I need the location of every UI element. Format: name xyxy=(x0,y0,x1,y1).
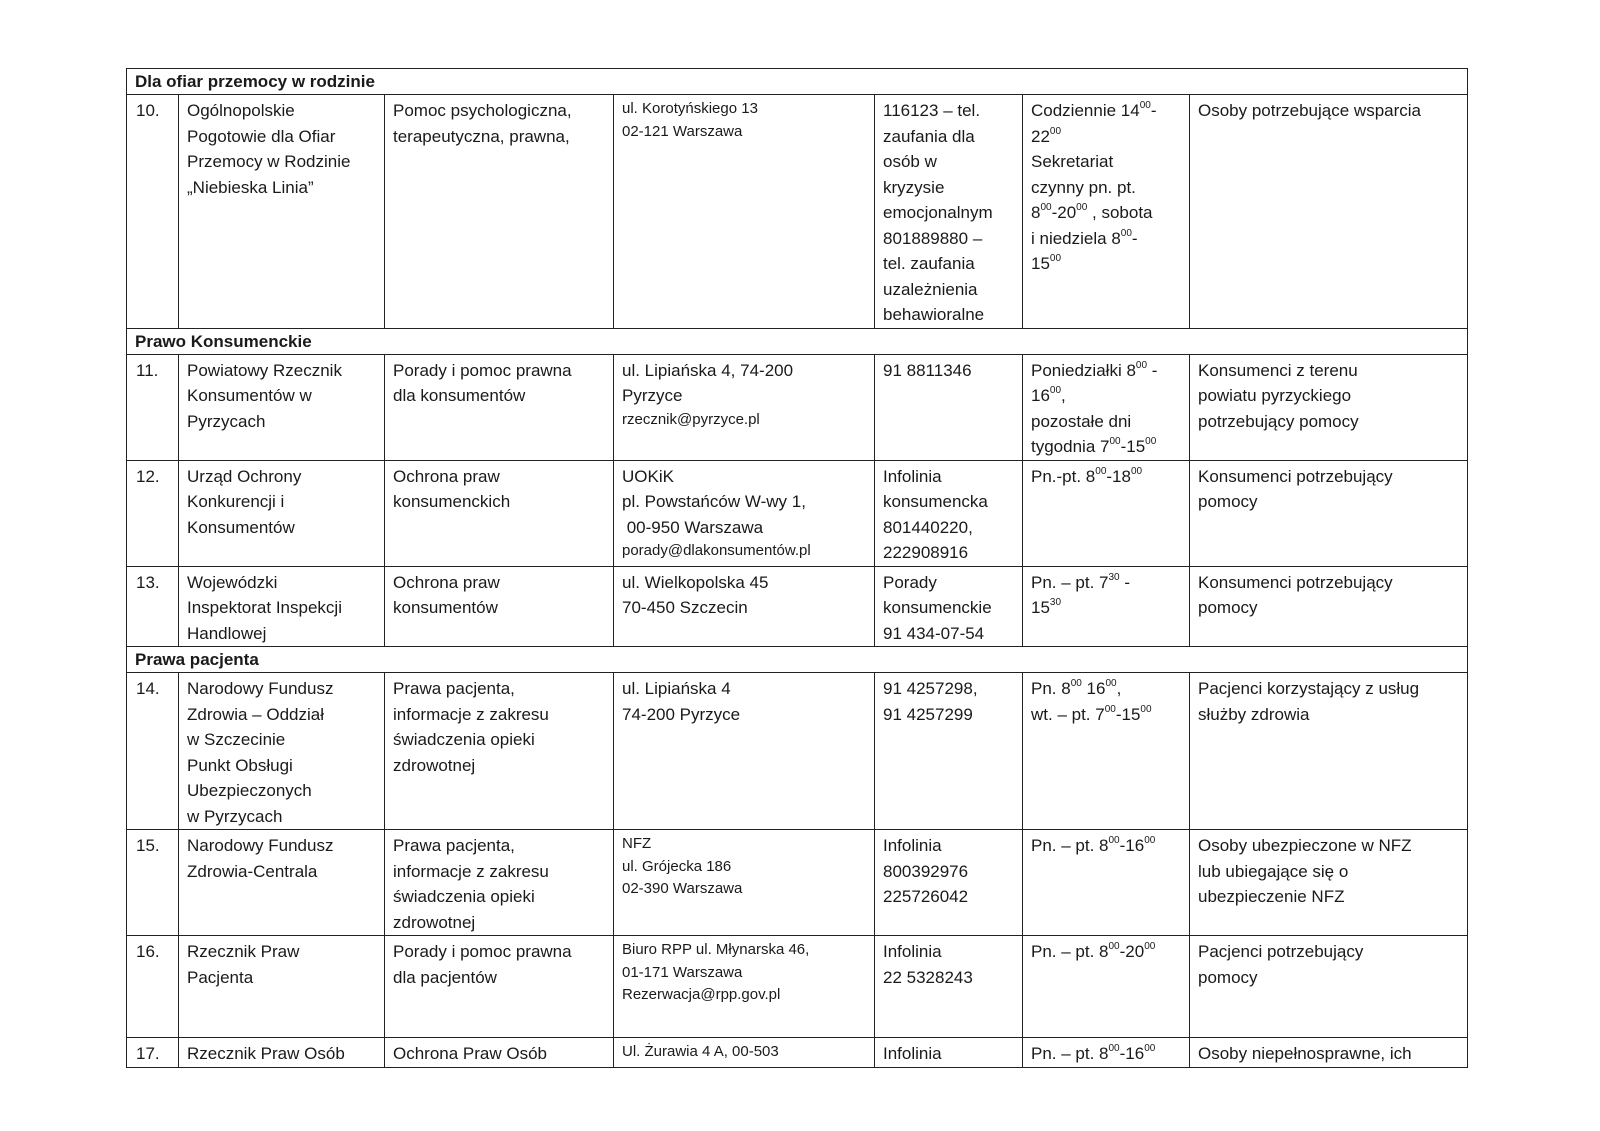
phone: 91 4257298, 91 4257299 xyxy=(875,673,1023,830)
address: ul. Lipiańska 4 74-200 Pyrzyce xyxy=(614,673,875,830)
address: Ul. Żurawia 4 A, 00-503 xyxy=(614,1038,875,1068)
address: ul. Korotyńskiego 13 02-121 Warszawa xyxy=(614,95,875,329)
table-row xyxy=(127,566,1468,647)
row-number: 17. xyxy=(127,1038,179,1068)
opening-hours: Pn. – pt. $8^{00}-16^{00}$ xyxy=(1023,830,1190,936)
table-row xyxy=(127,354,1468,460)
opening-hours: Codziennie $14^{00}-$ $22^{00}$ Sekretariat czynny pn. pt. $8^{00}-20^{00}$ , sobota i niedziela $8^{00}-$ $15^{00}$ xyxy=(1023,95,1190,329)
scope-of-help: Porady i pomoc prawna dla pacjentów xyxy=(385,936,614,1038)
scope-of-help: Porady i pomoc prawna dla konsumentów xyxy=(385,354,614,460)
opening-hours: Pn. – pt. $8^{00}-20^{00}$ xyxy=(1023,936,1190,1038)
target-group: Osoby ubezpieczone w NFZ lub ubiegające się o ubezpieczenie NFZ xyxy=(1190,830,1468,936)
phone: Porady konsumenckie 91 434-07-54 xyxy=(875,566,1023,647)
phone: Infolinia konsumencka 801440220, 222908916 xyxy=(875,460,1023,566)
scope-of-help: Pomoc psychologiczna, terapeutyczna, prawna, xyxy=(385,95,614,329)
section-title-domestic-violence: Dla ofiar przemocy w rodzinie xyxy=(127,69,1468,95)
target-group: Pacjenci potrzebujący pomocy xyxy=(1190,936,1468,1038)
target-group: Konsumenci z terenu powiatu pyrzyckiego potrzebujący pomocy xyxy=(1190,354,1468,460)
row-number: 16. xyxy=(127,936,179,1038)
section-title-patient-rights: Prawa pacjenta xyxy=(127,647,1468,673)
scope-of-help: Ochrona praw konsumenckich xyxy=(385,460,614,566)
table-row xyxy=(127,95,1468,329)
phone: Infolinia 22 5328243 xyxy=(875,936,1023,1038)
address: ul. Wielkopolska 45 70-450 Szczecin xyxy=(614,566,875,647)
table-row xyxy=(127,1038,1468,1068)
row-number: 10. xyxy=(127,95,179,329)
email-link[interactable]: porady@dlakonsumentów.pl xyxy=(622,542,811,559)
institution-name: Urząd Ochrony Konkurencji i Konsumentów xyxy=(179,460,385,566)
institution-name: Narodowy Fundusz Zdrowia – Oddział w Szczecinie Punkt Obsługi Ubezpieczonych w Pyrzycach xyxy=(179,673,385,830)
table-row xyxy=(127,830,1468,936)
institution-name: Wojewódzki Inspektorat Inspekcji Handlowej xyxy=(179,566,385,647)
address: Biuro RPP ul. Młynarska 46, 01-171 Warszawa Rezerwacja@rpp.gov.pl xyxy=(614,936,875,1038)
scope-of-help: Ochrona praw konsumentów xyxy=(385,566,614,647)
row-number: 11. xyxy=(127,354,179,460)
opening-hours: Poniedziałki $8^{00}$ - $16^{00}$, pozostałe dni tygodnia $7^{00}-15^{00}$ xyxy=(1023,354,1190,460)
target-group: Pacjenci korzystający z usług służby zdrowia xyxy=(1190,673,1468,830)
section-header xyxy=(127,69,1468,95)
row-number: 12. xyxy=(127,460,179,566)
scope-of-help: Prawa pacjenta, informacje z zakresu świadczenia opieki zdrowotnej xyxy=(385,673,614,830)
section-header xyxy=(127,647,1468,673)
institution-name: Narodowy Fundusz Zdrowia-Centrala xyxy=(179,830,385,936)
opening-hours: Pn. – pt. $7^{30}$ - $15^{30}$ xyxy=(1023,566,1190,647)
row-number: 13. xyxy=(127,566,179,647)
target-group: Konsumenci potrzebujący pomocy xyxy=(1190,566,1468,647)
row-number: 14. xyxy=(127,673,179,830)
section-header xyxy=(127,328,1468,354)
email-link[interactable]: rzecznik@pyrzyce.pl xyxy=(622,410,760,428)
institution-name: Rzecznik Praw Osób xyxy=(179,1038,385,1068)
address: ul. Lipiańska 4, 74-200 Pyrzyce rzecznik@pyrzyce.pl xyxy=(614,354,875,460)
phone: 91 8811346 xyxy=(875,354,1023,460)
table-row xyxy=(127,936,1468,1038)
opening-hours: Pn. $8^{00}$ $16^{00}$, wt. – pt. $7^{00}-15^{00}$ xyxy=(1023,673,1190,830)
table-row xyxy=(127,673,1468,830)
document-page xyxy=(126,68,1467,1068)
email-link[interactable]: Rezerwacja@rpp.gov.pl xyxy=(622,986,781,1003)
address: UOKiK pl. Powstańców W-wy 1, 00-950 Warszawa porady@dlakonsumentów.pl xyxy=(614,460,875,566)
table-row xyxy=(127,460,1468,566)
institution-name: Ogólnopolskie Pogotowie dla Ofiar Przemocy w Rodzinie „Niebieska Linia” xyxy=(179,95,385,329)
section-title-consumer-law: Prawo Konsumenckie xyxy=(127,328,1468,354)
row-number: 15. xyxy=(127,830,179,936)
phone: Infolinia 800392976 225726042 xyxy=(875,830,1023,936)
institution-name: Powiatowy Rzecznik Konsumentów w Pyrzycach xyxy=(179,354,385,460)
scope-of-help: Ochrona Praw Osób xyxy=(385,1038,614,1068)
institution-name: Rzecznik Praw Pacjenta xyxy=(179,936,385,1038)
target-group: Konsumenci potrzebujący pomocy xyxy=(1190,460,1468,566)
opening-hours: Pn.-pt. $8^{00}-18^{00}$ xyxy=(1023,460,1190,566)
opening-hours: Pn. – pt. $8^{00}-16^{00}$ xyxy=(1023,1038,1190,1068)
address: NFZ ul. Grójecka 186 02-390 Warszawa xyxy=(614,830,875,936)
phone: Infolinia xyxy=(875,1038,1023,1068)
target-group: Osoby niepełnosprawne, ich xyxy=(1190,1038,1468,1068)
phone: 116123 – tel. zaufania dla osób w kryzysie emocjonalnym 801889880 – tel. zaufania uzależnienia behawioralne xyxy=(875,95,1023,329)
scope-of-help: Prawa pacjenta, informacje z zakresu świadczenia opieki zdrowotnej xyxy=(385,830,614,936)
institutions-table xyxy=(126,68,1468,1068)
target-group: Osoby potrzebujące wsparcia xyxy=(1190,95,1468,329)
